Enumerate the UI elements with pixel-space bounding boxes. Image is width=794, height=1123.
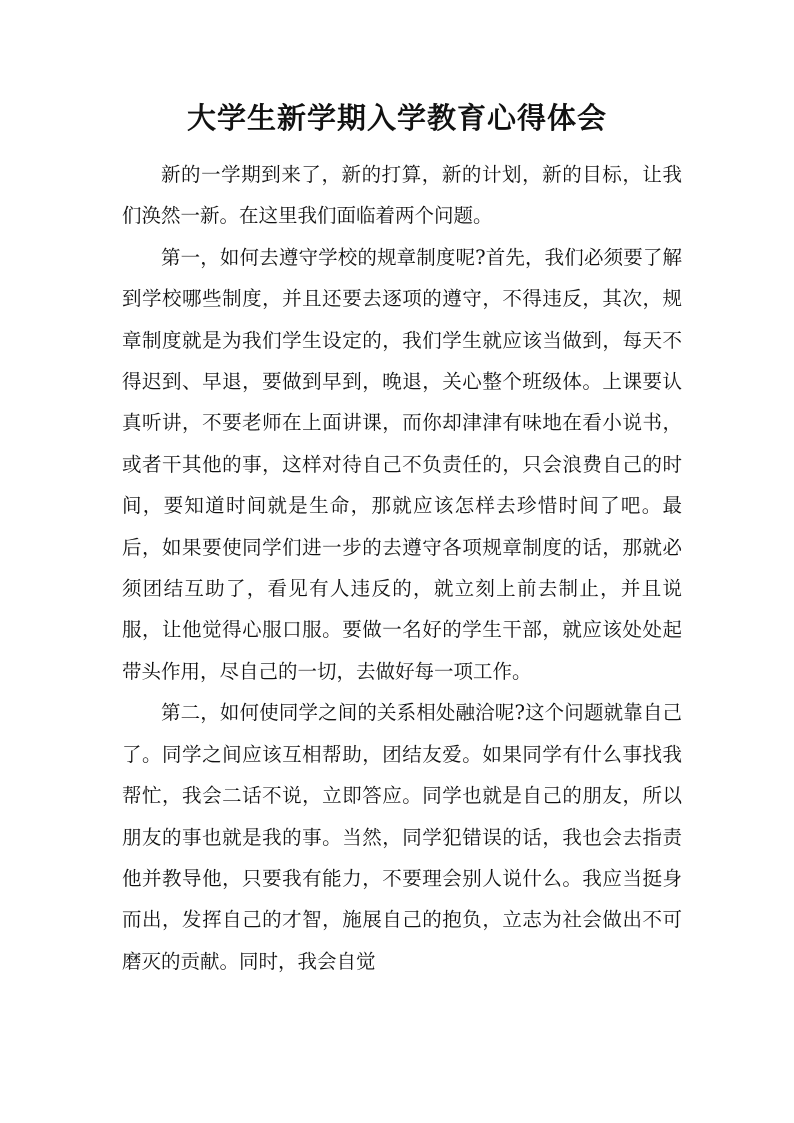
paragraph-intro: 新的一学期到来了，新的打算，新的计划，新的目标，让我们涣然一新。在这里我们面临着两个问题。 (122, 163, 682, 228)
page-title: 大学生新学期入学教育心得体会 (186, 101, 607, 135)
paragraph-first-point: 第一，如何去遵守学校的规章制度呢?首先，我们必须要了解到学校哪些制度，并且还要去逐项的遵守，不得违反，其次，规章制度就是为我们学生设定的，我们学生就应该当做到，每天不得迟到、早退，要做到早到，晚退，关心整个班级体。上课要认真听讲，不要老师在上面讲课，而你却津津有味地在看小说书，或者干其他的事，这样对待自己不负责任的，只会浪费自己的时间，要知道时间就是生命，那就应该怎样去珍惜时间了吧。最后，如果要使同学们进一步的去遵守各项规章制度的话，那就必须团结互助了，看见有人违反的，就立刻上前去制止，并且说服，让他觉得心服口服。要做一名好的学生干部，就应该处处起带头作用，尽自己的一切，去做好每一项工作。 (122, 245, 682, 683)
document-body (122, 154, 682, 982)
paragraph-second-point: 第二，如何使同学之间的关系相处融洽呢?这个问题就靠自己了。同学之间应该互相帮助，团结友爱。如果同学有什么事找我帮忙，我会二话不说，立即答应。同学也就是自己的朋友，所以朋友的事也就是我的事。当然，同学犯错误的话，我也会去指责他并教导他，只要我有能力，不要理会别人说什么。我应当挺身而出，发挥自己的才智，施展自己的抱负，立志为社会做出不可磨灭的贡献。同时，我会自觉 (122, 701, 682, 973)
